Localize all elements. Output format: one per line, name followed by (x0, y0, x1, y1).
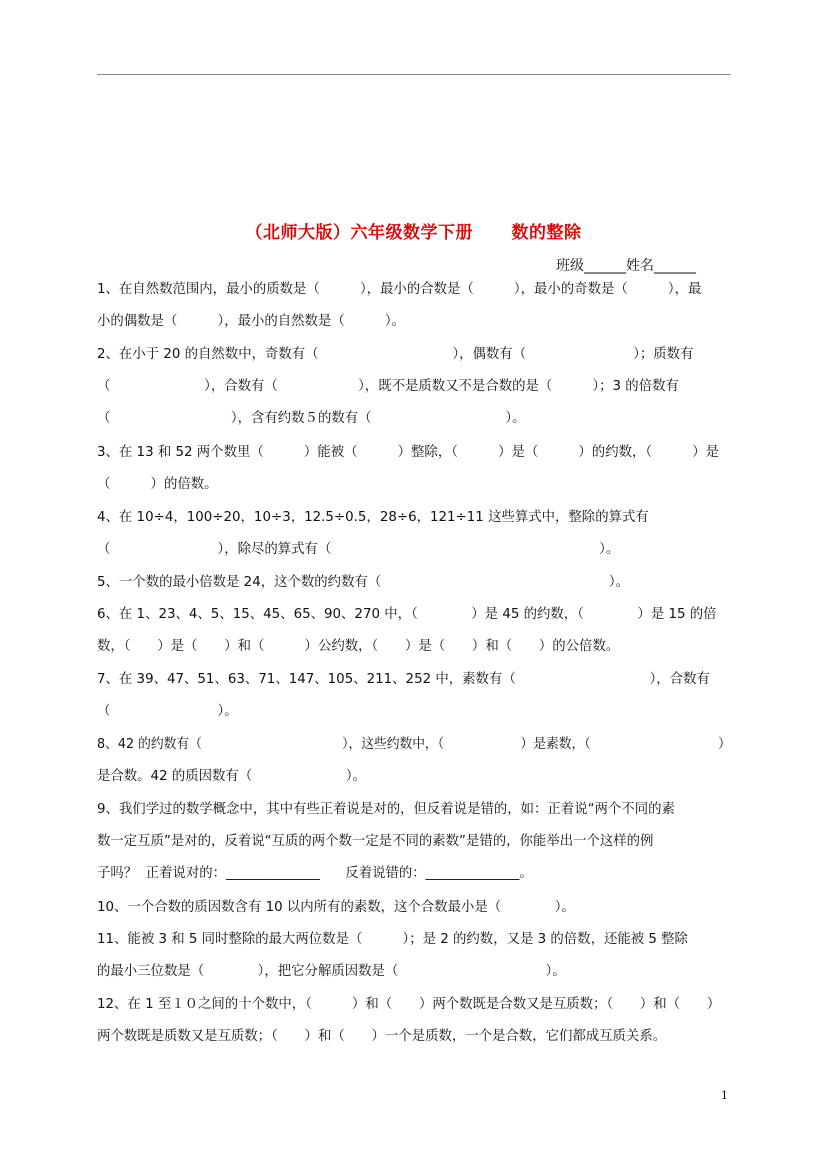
question-6-line-2: 数，（ ）是（ ）和（ ）公约数，（ ）是（ ）和（ ）的公倍数。 (97, 639, 620, 654)
student-info-line: 班级______姓名______ (556, 258, 696, 274)
question-1-line-2: 小的偶数是（ ），最小的自然数是（ ）。 (97, 314, 405, 329)
question-4-line-1: 4、在 10÷4，100÷20，10÷3，12.5÷0.5，28÷6，121÷11 这些算式中，整除的算式有 (97, 510, 649, 525)
question-9-line-2: 数一定互质”是对的，反着说“互质的两个数一定是不同的素数”是错的，你能举出一个这样的例 (97, 834, 654, 849)
question-2-line-1: 2、在小于 20 的自然数中，奇数有（ ），偶数有（ ）；质数有 (97, 347, 694, 362)
question-2-line-3: （ ），含有约数５的数有（ ）。 (97, 411, 526, 426)
question-11-line-1: 11、能被 3 和 5 同时整除的最大两位数是（ ）；是 2 的约数，又是 3 的倍数，还能被 5 整除 (97, 932, 688, 947)
question-4-line-2: （ ），除尽的算式有（ ）。 (97, 542, 620, 557)
question-5-line-1: 5、一个数的最小倍数是 24，这个数的约数有（ ）。 (97, 575, 629, 590)
question-1-line-1: 1、在自然数范围内，最小的质数是（ ），最小的合数是（ ），最小的奇数是（ ），最 (97, 282, 702, 297)
question-6-line-1: 6、在 1、23、4、5、15、45、65、90、270 中，（ ）是 45 的约数，（ ）是 15 的倍 (97, 607, 717, 622)
question-9-line-1: 9、我们学过的数学概念中，其中有些正着说是对的，但反着说是错的，如：正着说“两个不同的素 (97, 802, 675, 817)
question-2-line-2: （ ），合数有（ ），既不是质数又不是合数的是（ ）；3 的倍数有 (97, 379, 679, 394)
header-rule (97, 74, 731, 75)
page-title: （北师大版）六年级数学下册 数的整除 (245, 223, 582, 243)
page-number: 1 (721, 1089, 728, 1102)
question-12-line-2: 两个数既是质数又是互质数；（ ）和（ ）一个是质数，一个是合数，它们都成互质关系。 (97, 1029, 667, 1044)
question-9-line-3: 子吗？ 正着说对的：______________ 反着说错的：______________。 (97, 866, 533, 881)
question-8-line-2: 是合数。42 的质因数有（ ）。 (97, 769, 367, 784)
question-7-line-2: （ ）。 (97, 704, 238, 719)
question-3-line-1: 3、在 13 和 52 两个数里（ ）能被（ ）整除，（ ）是（ ）的约数，（ ）是 (97, 445, 720, 460)
question-3-line-2: （ ）的倍数。 (97, 477, 218, 492)
question-10-line-1: 10、一个合数的质因数含有 10 以内所有的素数，这个合数最小是（ ）。 (97, 900, 575, 915)
question-11-line-2: 的最小三位数是（ ），把它分解质因数是（ ）。 (97, 964, 566, 979)
question-12-line-1: 12、在 1 至１０之间的十个数中，（ ）和（ ）两个数既是合数又是互质数；（ ）和（ ） (97, 997, 721, 1012)
question-7-line-1: 7、在 39、47、51、63、71、147、105、211、252 中，素数有（ ），合数有 (97, 672, 710, 687)
question-8-line-1: 8、42 的约数有（ ），这些约数中，（ ）是素数，（ ） (97, 737, 731, 752)
